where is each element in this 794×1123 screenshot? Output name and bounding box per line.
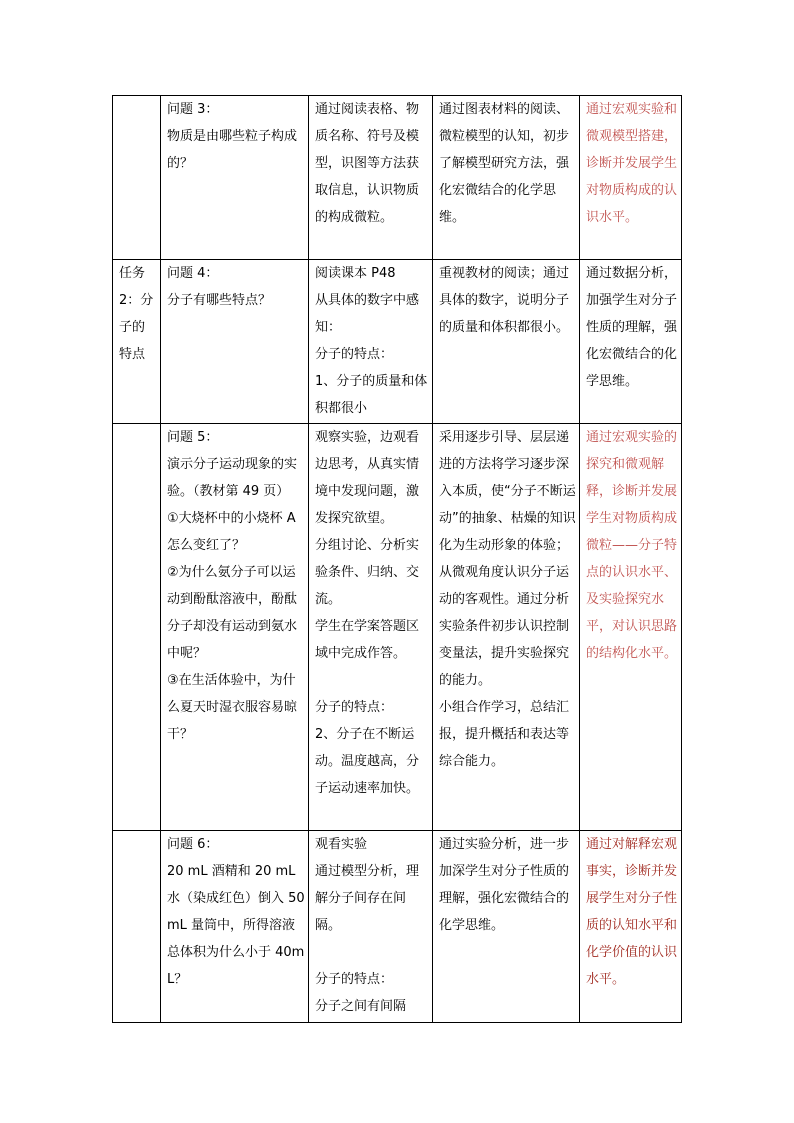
evaluation-text: 通过对解释宏观事实，诊断并发展学生对分子性质的认知水平和化学价值的认识水平。 [586, 837, 678, 987]
table-row [113, 96, 682, 260]
task-label: 特点 [119, 347, 146, 362]
question-cell [161, 96, 309, 260]
student-activity-text: 1、分子的质量和体积都很小 [315, 374, 428, 416]
student-activity-text: 通过阅读表格、物质名称、符号及模型，识图等方法获取信息，认识物质的构成微粒。 [315, 102, 420, 225]
design-intent-cell [433, 424, 580, 831]
design-intent-text: 重视教材的阅读；通过具体的数字，说明分子的质量和体积都很小。 [439, 266, 570, 335]
student-activity-text: 分组讨论、分析实验条件、归纳、交流。 [315, 538, 420, 607]
student-activity-text: 观察实验，边观看边思考，从真实情境中发现问题，激发探究欲望。 [315, 430, 420, 526]
evaluation-text: 通过宏观实验的探究和微观解释，诊断并发展学生对物质构成微粒——分子特点的认识水平、及实验探究水平，对认识思路的结构化水平。 [586, 430, 678, 661]
question-subitem: ③在生活体验中，为什么夏天时湿衣服容易晾干？ [167, 673, 298, 742]
student-activity-cell [309, 260, 433, 424]
student-activity-text: 分子的特点： [315, 972, 394, 987]
student-activity-text: 2、分子在不断运动。温度越高，分子运动速率加快。 [315, 727, 420, 796]
question-heading: 问题 6： [167, 837, 219, 852]
design-intent-text: 小组合作学习，总结汇报，提升概括和表达等综合能力。 [439, 700, 570, 769]
spacer [315, 667, 429, 694]
student-activity-text: 学生在学案答题区域中完成作答。 [315, 619, 420, 661]
evaluation-cell [580, 96, 682, 260]
task-cell [113, 424, 161, 831]
question-text: 分子有哪些特点？ [167, 293, 272, 308]
table-row [113, 424, 682, 831]
question-subitem: ①大烧杯中的小烧杯 A 怎么变红了？ [167, 511, 296, 553]
task-cell [113, 96, 161, 260]
task-cell [113, 260, 161, 424]
table-row [113, 831, 682, 1023]
task-label: 2：分 [119, 293, 154, 308]
question-text: 物质是由哪些粒子构成的？ [167, 129, 298, 171]
student-activity-cell [309, 831, 433, 1023]
student-activity-cell [309, 96, 433, 260]
student-activity-cell [309, 424, 433, 831]
student-activity-text: 从具体的数字中感知： [315, 293, 420, 335]
student-activity-text: 通过模型分析，理解分子间存在间隔。 [315, 864, 420, 933]
evaluation-text: 通过宏观实验和微观模型搭建，诊断并发展学生对物质构成的认识水平。 [586, 102, 678, 225]
design-intent-cell [433, 260, 580, 424]
task-label: 子的 [119, 320, 146, 335]
question-subitem: ②为什么氨分子可以运动到酚酞溶液中，酚酞分子却没有运动到氨水中呢？ [167, 565, 298, 661]
design-intent-text: 通过图表材料的阅读、微粒模型的认知，初步了解模型研究方法，强化宏微结合的化学思维。 [439, 102, 570, 225]
student-activity-text: 分子的特点： [315, 347, 394, 362]
table-row [113, 260, 682, 424]
evaluation-cell [580, 424, 682, 831]
question-text: 20 mL 酒精和 20 mL 水（染成红色）倒入 50mL 量筒中，所得溶液总体积为什么小于 40mL？ [167, 864, 305, 987]
student-activity-text: 分子的特点： [315, 700, 394, 715]
spacer [315, 939, 429, 966]
question-text: 演示分子运动现象的实验。（教材第 49 页） [167, 457, 298, 499]
question-heading: 问题 5： [167, 430, 219, 445]
task-cell [113, 831, 161, 1023]
design-intent-text: 采用逐步引导、层层递进的方法将学习逐步深入本质，使“分子不断运动”的抽象、枯燥的知识化为生动形象的体验；从微观角度认识分子运动的客观性。通过分析实验条件初步认识控制变量法，提升实验探究的能力。 [439, 430, 576, 688]
student-activity-text: 观看实验 [315, 837, 368, 852]
question-cell [161, 424, 309, 831]
question-heading: 问题 4： [167, 266, 219, 281]
question-cell [161, 831, 309, 1023]
evaluation-cell [580, 831, 682, 1023]
evaluation-cell [580, 260, 682, 424]
evaluation-text: 通过数据分析，加强学生对分子性质的理解，强化宏微结合的化学思维。 [586, 266, 678, 389]
lesson-design-table [112, 95, 682, 1023]
design-intent-cell [433, 96, 580, 260]
design-intent-cell [433, 831, 580, 1023]
question-cell [161, 260, 309, 424]
student-activity-text: 阅读课本 P48 [315, 266, 396, 281]
design-intent-text: 通过实验分析，进一步加深学生对分子性质的理解，强化宏微结合的化学思维。 [439, 837, 570, 933]
student-activity-text: 分子之间有间隔 [315, 999, 407, 1014]
task-label: 任务 [119, 266, 146, 281]
question-heading: 问题 3： [167, 102, 219, 117]
